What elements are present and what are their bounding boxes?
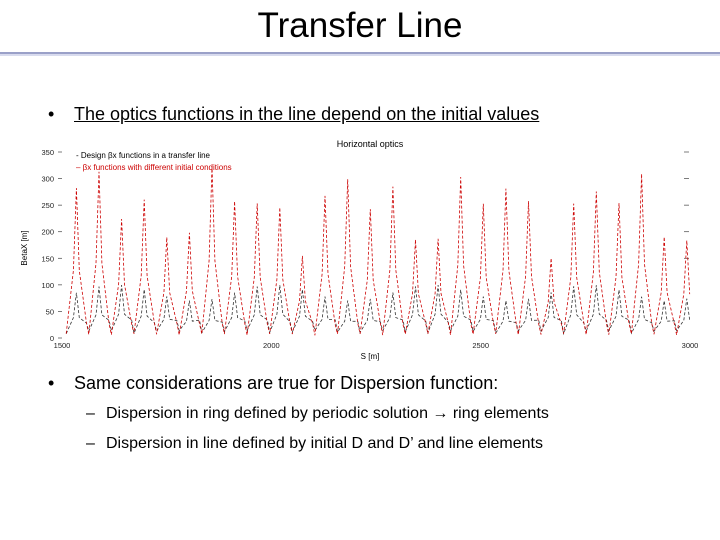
x-tick-label: 3000	[681, 341, 699, 350]
bullet-symbol: •	[48, 104, 55, 124]
x-tick-label: 1500	[53, 341, 71, 350]
y-tick-label: 250	[41, 201, 54, 211]
bullet-optics-text: The optics functions in the line depend on the initial values	[74, 104, 540, 124]
y-axis-label: BetaX [m]	[20, 230, 29, 266]
sub-bullet-ring	[86, 404, 549, 424]
horizontal-optics-chart	[0, 130, 720, 370]
sub-bullet-line-text: Dispersion in line defined by initial D and D’ and line elements	[106, 435, 543, 452]
sub-bullet-ring-text: Dispersion in ring defined by periodic solution → ring elements	[106, 405, 549, 422]
chart-title: Horizontal optics	[336, 139, 404, 149]
title-bar	[0, 0, 720, 54]
y-tick-label: 300	[41, 174, 54, 184]
x-tick-label: 2000	[262, 341, 280, 350]
x-axis-label: S [m]	[360, 352, 380, 361]
y-tick-label: 50	[45, 307, 54, 317]
sub-bullet-line	[86, 434, 543, 454]
legend-design: - Design βx functions in a transfer line	[76, 151, 210, 160]
slide-title: Transfer Line	[257, 6, 463, 45]
y-tick-label: 200	[41, 227, 54, 237]
dash-symbol: –	[86, 405, 95, 422]
bullet-optics	[48, 103, 539, 125]
dash-symbol: –	[86, 435, 95, 452]
y-tick-label: 150	[41, 254, 54, 264]
series-initial-conditions-beta	[66, 166, 690, 335]
y-tick-label: 350	[41, 148, 54, 157]
legend-initial-conditions: – βx functions with different initial conditions	[76, 163, 232, 172]
y-tick-label: 0	[49, 334, 54, 343]
x-tick-label: 2500	[472, 341, 490, 350]
y-tick-label: 100	[41, 280, 54, 290]
bullet-symbol: •	[48, 373, 55, 393]
bullet-dispersion-text: Same considerations are true for Dispersion function:	[74, 373, 499, 393]
bullet-dispersion	[48, 372, 498, 394]
